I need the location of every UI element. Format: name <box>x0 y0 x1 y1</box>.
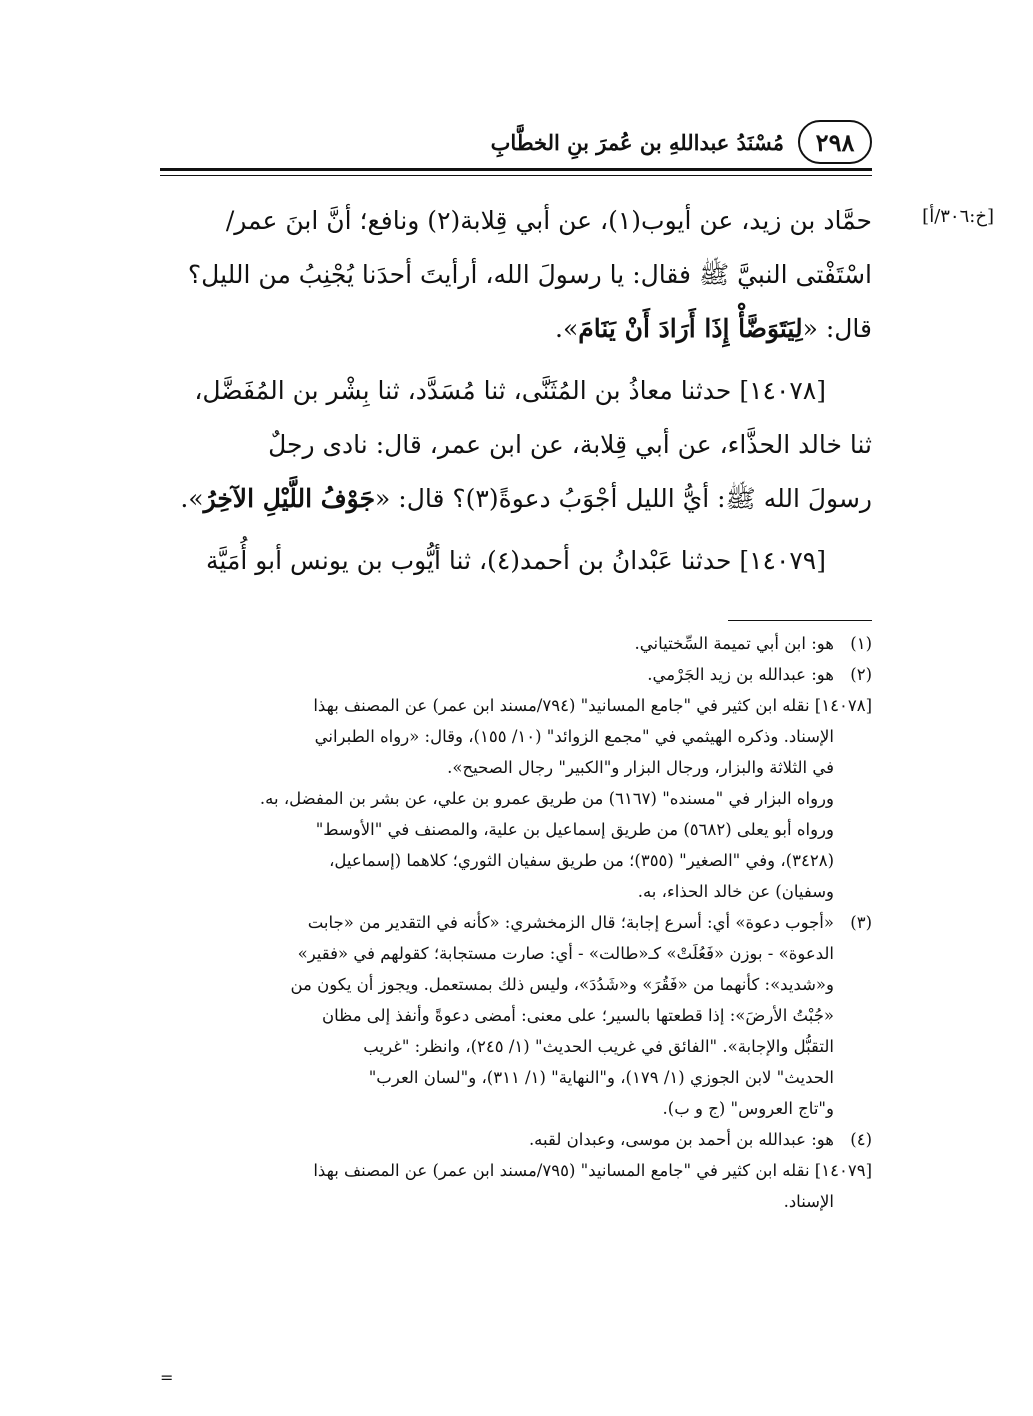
hadith-quote: جَوْفُ اللَّيْلِ الآخِرُ <box>203 484 376 513</box>
footnote-line: الإسناد. <box>783 1192 834 1211</box>
hadith-quote: لِيَتَوَضَّأْ إِذَا أَرَادَ أَنْ يَنَامَ <box>578 314 803 343</box>
footnote-3 <box>160 907 872 1124</box>
text-line: قال: «لِيَتَوَضَّأْ إِذَا أَرَادَ أَنْ يَنَامَ». <box>555 314 872 343</box>
main-text <box>160 194 872 588</box>
manuscript-margin-reference: [خ:٣٠٦/أ] <box>922 206 994 227</box>
footnote-line: ورواه البزار في "مسنده" (٦١٦٧) من طريق عمرو بن علي، عن بشر بن المفضل، به. <box>259 789 834 808</box>
footnote-line: و"تاج العروس" (ج و ب). <box>662 1099 834 1118</box>
header-rule-thin <box>160 175 872 176</box>
footnote-line: في الثلاثة والبزار، ورجال البزار و"الكبير" رجال الصحيح». <box>447 758 834 777</box>
footnote-text: هو: عبدالله بن أحمد بن موسى، وعبدان لقبه. <box>528 1130 834 1149</box>
footnote-line: «جُبْتُ الأرضَ»: إذا قطعتها بالسير؛ على معنى: أمضى دعوةً وأنفذ إلى مظان <box>322 1006 834 1025</box>
footnote-2 <box>160 659 872 690</box>
page-header <box>160 118 872 166</box>
footnote-1 <box>160 628 872 659</box>
footnote-text: هو: عبدالله بن زيد الجَرْمي. <box>647 665 834 684</box>
takhrij-14079 <box>160 1155 872 1217</box>
takhrij-14078 <box>160 690 872 907</box>
footnote-line: الإسناد. وذكره الهيثمي في "مجمع الزوائد" (١٠/ ١٥٥)، وقال: «رواه الطبراني <box>314 727 834 746</box>
text-line: اسْتَفْتى النبيَّ ﷺ فقال: يا رسولَ الله، أرأيتَ أحدَنا يُجْنِبُ من الليل؟ <box>187 260 872 289</box>
text-line: ثنا خالد الحذَّاء، عن أبي قِلابة، عن ابن عمر، قال: نادى رجلٌ <box>268 430 872 459</box>
footnote-separator <box>728 620 872 621</box>
footnote-number: (٣) <box>850 913 872 932</box>
footnote-line: [١٤٠٧٨] نقله ابن كثير في "جامع المسانيد" (٧٩٤/مسند ابن عمر) عن المصنف بهذا <box>313 696 872 715</box>
footnote-number: (٤) <box>850 1130 872 1149</box>
footnote-line: التقبُّل والإجابة». "الفائق في غريب الحديث" (١/ ٢٤٥)، وانظر: "غريب <box>363 1037 834 1056</box>
footnote-text: هو: ابن أبي تميمة السِّختياني. <box>634 634 834 653</box>
header-rule-thick <box>160 168 872 171</box>
text-line: حمَّاد بن زيد، عن أيوب(١)، عن أبي قِلابة(٢) ونافع؛ أنَّ ابنَ عمر/ <box>225 206 872 235</box>
footnote-line: الحديث" لابن الجوزي (١/ ١٧٩)، و"النهاية" (١/ ٣١١)، و"لسان العرب" <box>368 1068 834 1087</box>
text-line: [١٤٠٧٩] حدثنا عَبْدانُ بن أحمد(٤)، ثنا أيُّوب بن يونس أبو أُمَيَّة <box>206 546 826 575</box>
footnote-line: و«شديد»: كأنهما من «فَقُرَ» و«شَدُدَ»، وليس ذلك بمستعمل. ويجوز أن يكون من <box>290 975 834 994</box>
footnote-line: «أجوب دعوة» أي: أسرع إجابة؛ قال الزمخشري: «كأنه في التقدير من «جابت <box>307 913 834 932</box>
text-line: رسولَ الله ﷺ: أيُّ الليل أجْوَبُ دعوةً(٣)؟ قال: «جَوْفُ اللَّيْلِ الآخِرُ». <box>180 484 872 513</box>
running-title: مُسْنَدُ عبداللهِ بن عُمرَ بنِ الخطَّابِ <box>490 129 784 155</box>
footnote-number: (١) <box>850 634 872 653</box>
footnote-line: ورواه أبو يعلى (٥٦٨٢) من طريق إسماعيل بن علية، والمصنف في "الأوسط" <box>315 820 834 839</box>
footnote-line: الدعوة» - بوزن «فَعُلَتْ» كـ«طالت» - أي: صارت مستجابة؛ كقولهم في «فقير» <box>297 944 834 963</box>
footnote-line: (٣٤٢٨)، وفي "الصغير" (٣٥٥)؛ من طريق سفيان الثوري؛ كلاهما (إسماعيل، <box>329 851 834 870</box>
footnote-line: [١٤٠٧٩] نقله ابن كثير في "جامع المسانيد" (٧٩٥/مسند ابن عمر) عن المصنف بهذا <box>313 1161 872 1180</box>
footnote-4 <box>160 1124 872 1155</box>
footnote-line: وسفيان) عن خالد الحذاء، به. <box>637 882 834 901</box>
continuation-mark: = <box>160 1368 174 1387</box>
footnotes <box>160 628 872 1217</box>
page-number: ٢٩٨ <box>798 120 872 164</box>
footnote-number: (٢) <box>850 665 872 684</box>
text-line: [١٤٠٧٨] حدثنا معاذُ بن المُثَنَّى، ثنا مُسَدَّد، ثنا بِشْر بن المُفَضَّل، <box>194 376 826 405</box>
